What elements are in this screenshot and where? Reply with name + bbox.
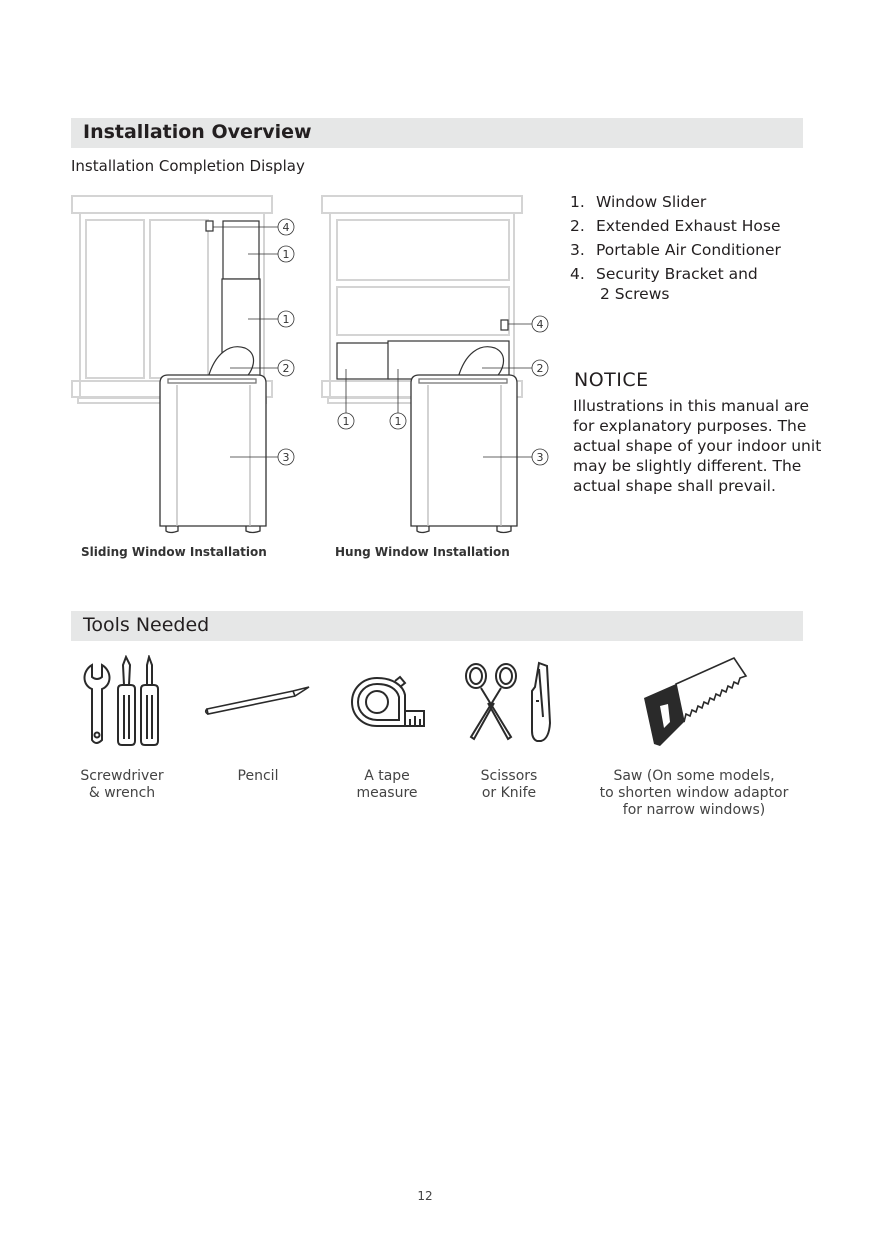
notice-body: Illustrations in this manual are for explanatory purposes. The actual shape of your indoor unit may be slightly different. The actual shape shall prevail. <box>573 397 822 495</box>
sliding-window-diagram <box>70 193 310 543</box>
subtitle-completion-display: Installation Completion Display <box>71 157 305 175</box>
tool-label-tape-measure: A tape measure <box>356 768 418 801</box>
tool-label-screwdriver-wrench: Screwdriver & wrench <box>80 768 164 801</box>
tool-label-scissors-knife: Scissors or Knife <box>480 768 538 801</box>
screwdriver-wrench-icon <box>80 655 162 747</box>
section-header-installation-overview <box>71 118 803 148</box>
legend-item: 3. Portable Air Conditioner <box>570 241 781 259</box>
hung-window-diagram <box>320 193 560 543</box>
section-title: Installation Overview <box>83 121 312 143</box>
callout-4: 4 <box>536 318 544 331</box>
callout-1: 1 <box>394 415 402 428</box>
tool-label-pencil: Pencil <box>237 768 279 784</box>
legend-item-continuation: 2 Screws <box>600 285 670 303</box>
pencil-icon <box>203 683 313 717</box>
tape-measure-icon <box>350 675 426 731</box>
callout-3: 3 <box>536 451 544 464</box>
parts-legend <box>570 190 781 306</box>
callout-1: 1 <box>282 248 290 261</box>
legend-item: 2. Extended Exhaust Hose <box>570 217 781 235</box>
scissors-knife-icon <box>463 661 559 745</box>
callout-4: 4 <box>282 221 290 234</box>
caption-hung-window: Hung Window Installation <box>335 545 510 559</box>
notice-title: NOTICE <box>574 369 649 391</box>
window-slider-top <box>223 221 259 279</box>
tool-label-saw: Saw (On some models, to shorten window adaptor for narrow windows) <box>599 768 789 818</box>
callout-2: 2 <box>536 362 544 375</box>
callout-1: 1 <box>282 313 290 326</box>
section-title: Tools Needed <box>83 614 210 636</box>
caption-sliding-window: Sliding Window Installation <box>81 545 267 559</box>
callout-3: 3 <box>282 451 290 464</box>
callout-2: 2 <box>282 362 290 375</box>
section-header-tools-needed <box>71 611 803 641</box>
saw-icon <box>640 656 750 748</box>
callout-1: 1 <box>342 415 350 428</box>
legend-item: 4. Security Bracket and <box>570 265 758 283</box>
legend-item: 1. Window Slider <box>570 193 707 211</box>
page-number: 12 <box>417 1189 433 1203</box>
window-slider-left <box>337 343 389 379</box>
